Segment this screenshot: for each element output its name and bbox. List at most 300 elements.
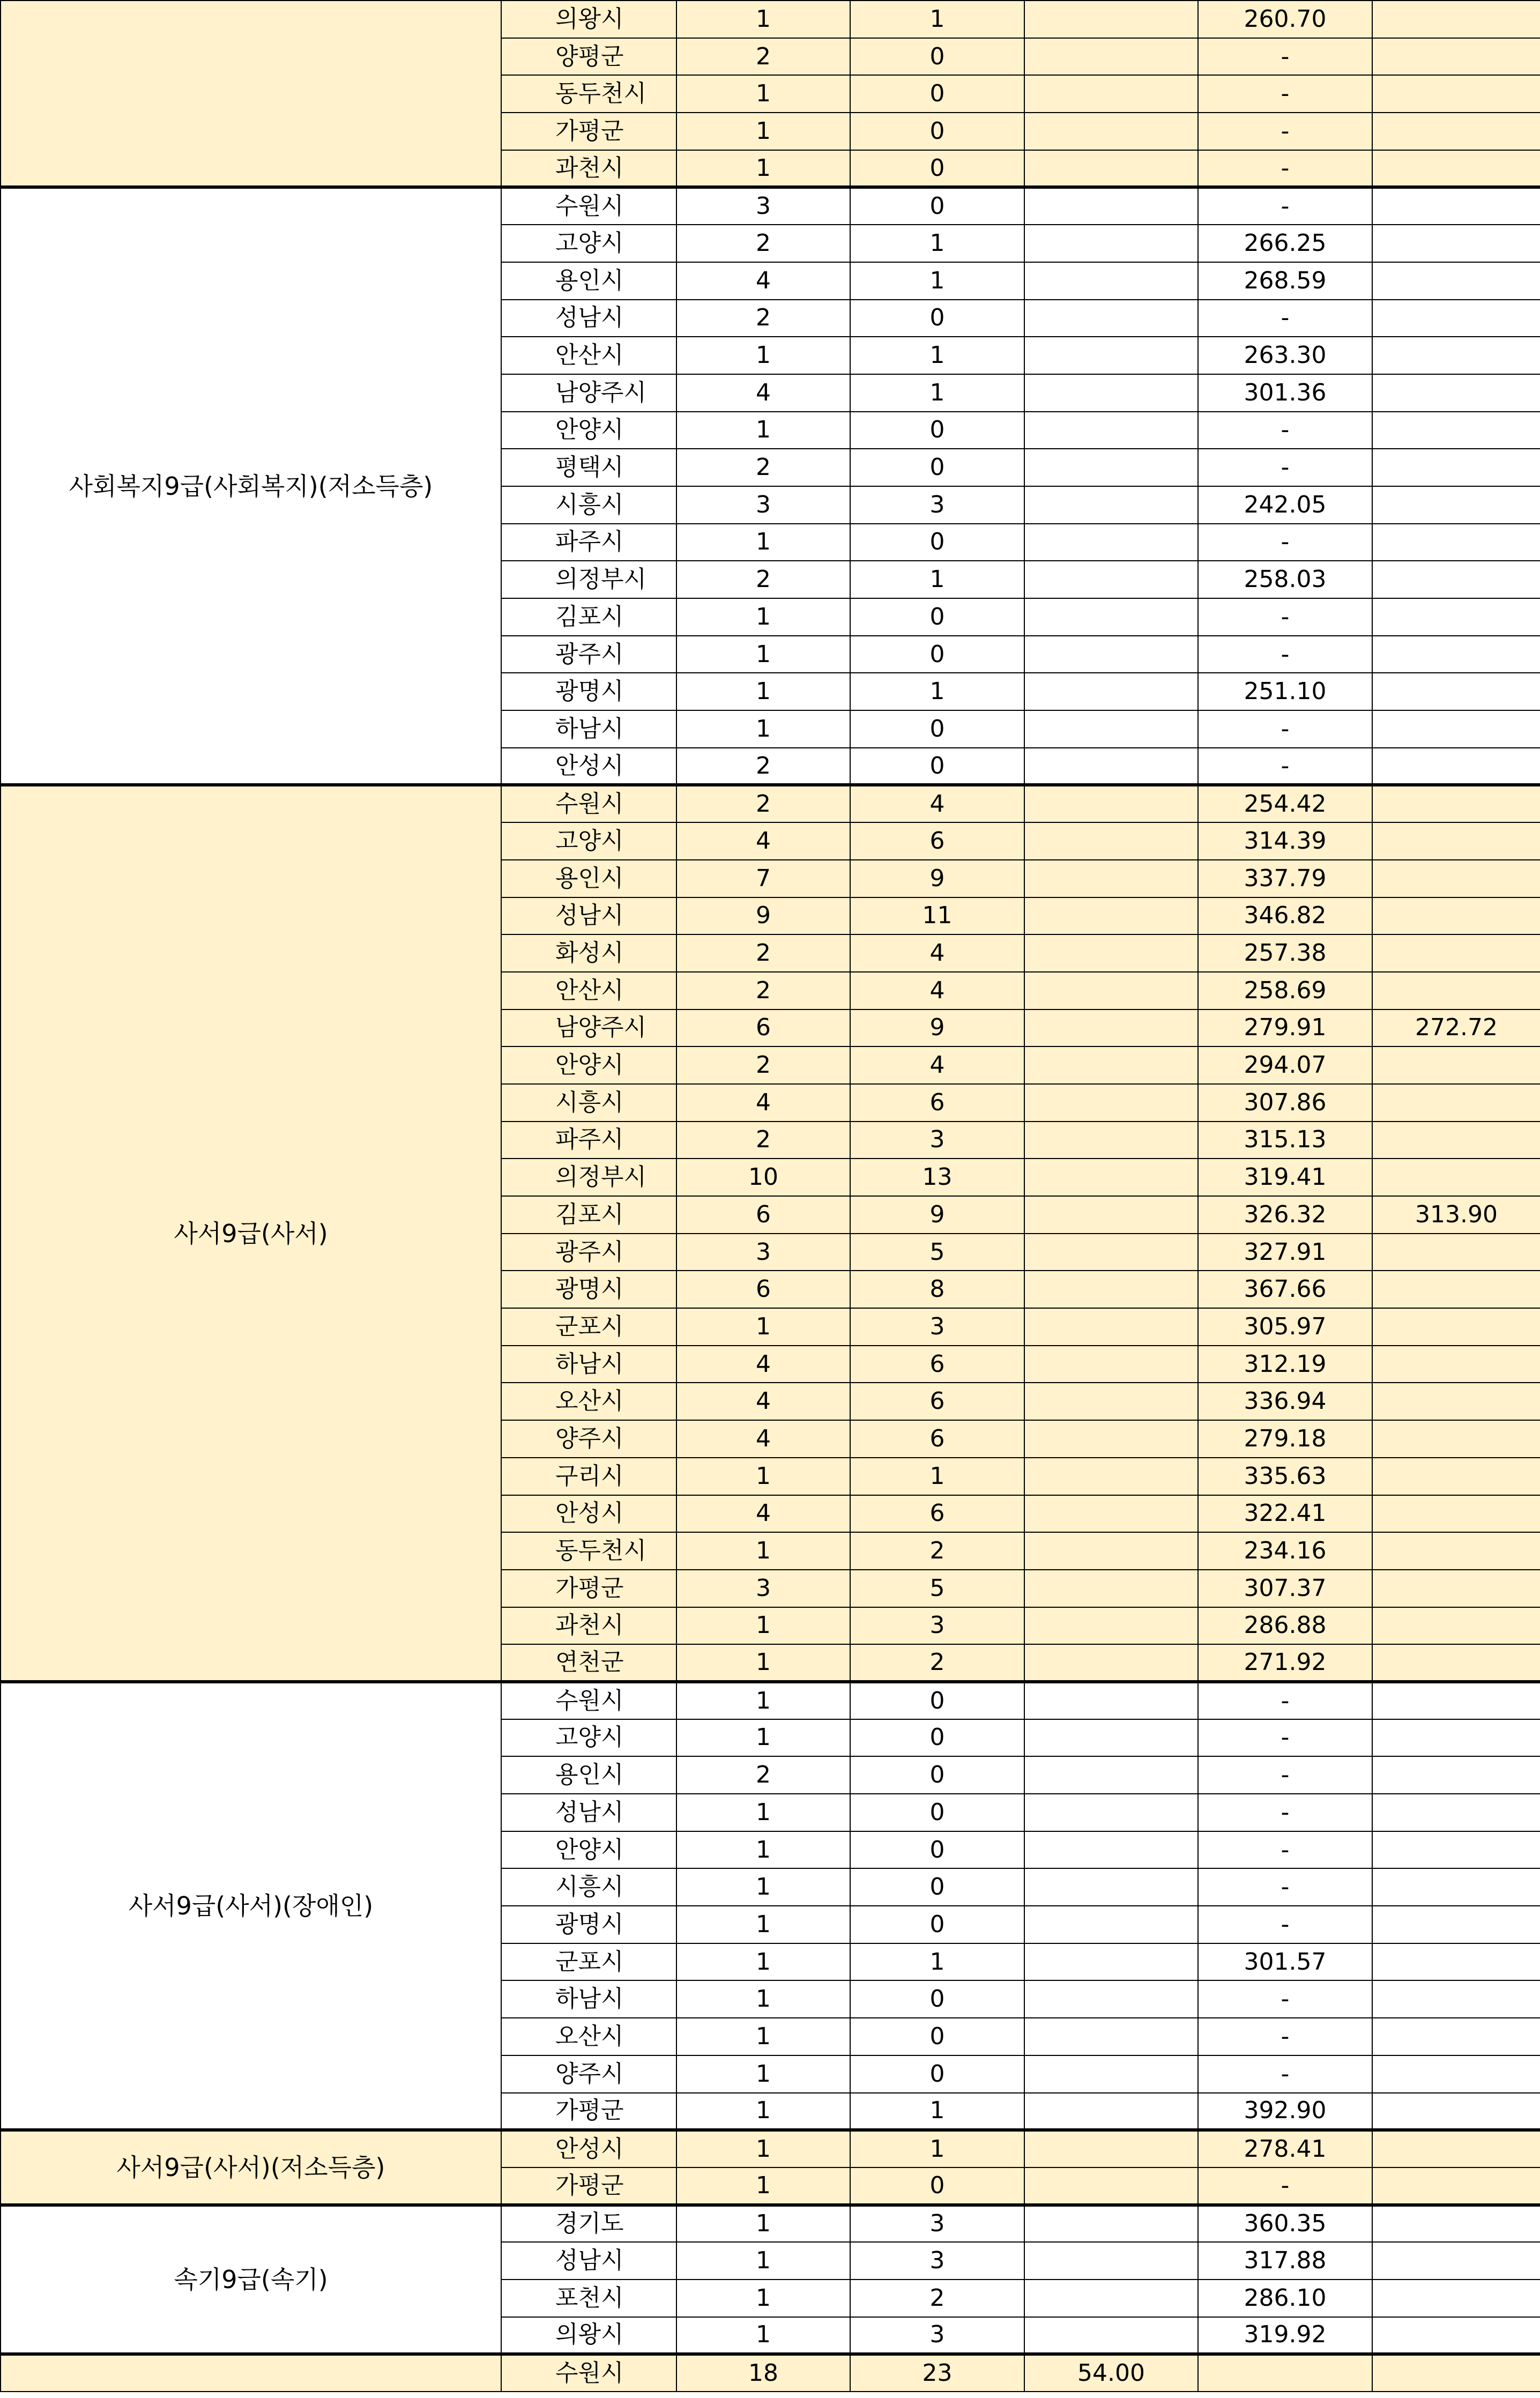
col-c-cell [1024, 1570, 1198, 1607]
cutoff-score-cell: 278.41 [1198, 2130, 1372, 2167]
region-cell: 수원시 [501, 2354, 676, 2392]
region-cell: 화성시 [501, 934, 676, 972]
col-c-cell [1024, 1794, 1198, 1831]
passed-cell: 6 [850, 1346, 1024, 1383]
quota-cell: 1 [676, 2205, 850, 2243]
quota-cell: 1 [676, 598, 850, 636]
col-c-cell [1024, 2167, 1198, 2205]
col-c-cell [1024, 2130, 1198, 2167]
region-cell: 동두천시 [501, 1532, 676, 1570]
col-c-cell [1024, 1532, 1198, 1570]
passed-cell: 9 [850, 1009, 1024, 1047]
quota-cell: 1 [676, 1719, 850, 1757]
quota-cell: 2 [676, 1756, 850, 1794]
quota-cell: 1 [676, 75, 850, 113]
quota-cell: 4 [676, 822, 850, 860]
quota-cell: 2 [676, 1046, 850, 1084]
cutoff-score-cell: 266.25 [1198, 225, 1372, 262]
cutoff-score-cell: 360.35 [1198, 2205, 1372, 2243]
quota-cell: 10 [676, 1159, 850, 1196]
cutoff-score-cell: 254.42 [1198, 785, 1372, 822]
table-body [1, 1, 1540, 2392]
cutoff-score-cell: - [1198, 524, 1372, 561]
col-e-cell [1372, 1794, 1540, 1831]
col-e-cell [1372, 412, 1540, 449]
passed-cell: 0 [850, 1868, 1024, 1906]
cutoff-score-cell: 319.41 [1198, 1159, 1372, 1196]
col-c-cell [1024, 934, 1198, 972]
region-cell: 시흥시 [501, 1084, 676, 1122]
cutoff-score-cell: - [1198, 1980, 1372, 2018]
passed-cell: 3 [850, 1122, 1024, 1159]
cutoff-score-cell: - [1198, 2018, 1372, 2055]
table-row [1, 187, 1540, 225]
col-e-cell [1372, 1159, 1540, 1196]
passed-cell: 0 [850, 1794, 1024, 1831]
region-cell: 안산시 [501, 337, 676, 374]
region-cell: 성남시 [501, 1794, 676, 1831]
quota-cell: 2 [676, 1122, 850, 1159]
passed-cell: 1 [850, 2130, 1024, 2167]
cutoff-score-cell: 257.38 [1198, 934, 1372, 972]
region-cell: 김포시 [501, 1196, 676, 1234]
region-cell: 포천시 [501, 2280, 676, 2317]
col-c-cell [1024, 1458, 1198, 1495]
col-e-cell [1372, 75, 1540, 113]
quota-cell: 3 [676, 1570, 850, 1607]
col-e-cell [1372, 934, 1540, 972]
region-cell: 양주시 [501, 2055, 676, 2093]
quota-cell: 1 [676, 2317, 850, 2355]
position-group-cell [1, 2354, 501, 2392]
cutoff-score-cell: - [1198, 748, 1372, 785]
col-c-cell [1024, 598, 1198, 636]
region-cell: 가평군 [501, 113, 676, 150]
col-e-cell [1372, 1308, 1540, 1346]
col-c-cell [1024, 1868, 1198, 1906]
cutoff-score-cell: 263.30 [1198, 337, 1372, 374]
col-c-cell [1024, 2093, 1198, 2130]
cutoff-score-cell: 307.86 [1198, 1084, 1372, 1122]
quota-cell: 1 [676, 710, 850, 748]
quota-cell: 1 [676, 2055, 850, 2093]
col-c-cell [1024, 1644, 1198, 1682]
passed-cell: 0 [850, 113, 1024, 150]
col-e-cell [1372, 1980, 1540, 2018]
cutoff-score-cell: 336.94 [1198, 1383, 1372, 1420]
region-cell: 양평군 [501, 38, 676, 76]
col-e-cell [1372, 1756, 1540, 1794]
passed-cell: 0 [850, 1682, 1024, 1719]
col-c-cell [1024, 710, 1198, 748]
cutoff-score-cell: - [1198, 636, 1372, 673]
passed-cell: 3 [850, 2205, 1024, 2243]
passed-cell: 4 [850, 1046, 1024, 1084]
col-c-cell [1024, 113, 1198, 150]
cutoff-score-cell: - [1198, 75, 1372, 113]
quota-cell: 1 [676, 412, 850, 449]
cutoff-score-cell: - [1198, 1682, 1372, 1719]
passed-cell: 1 [850, 225, 1024, 262]
quota-cell: 1 [676, 113, 850, 150]
cutoff-score-cell: 258.03 [1198, 561, 1372, 598]
col-c-cell [1024, 1, 1198, 38]
cutoff-score-cell: - [1198, 187, 1372, 225]
passed-cell: 1 [850, 673, 1024, 710]
cutoff-score-cell: 322.41 [1198, 1495, 1372, 1533]
region-cell: 광주시 [501, 1234, 676, 1271]
col-c-cell [1024, 1308, 1198, 1346]
region-cell: 수원시 [501, 785, 676, 822]
col-e-cell [1372, 225, 1540, 262]
quota-cell: 4 [676, 1383, 850, 1420]
col-c-cell [1024, 1943, 1198, 1981]
quota-cell: 1 [676, 1607, 850, 1645]
quota-cell: 1 [676, 1308, 850, 1346]
col-e-cell [1372, 187, 1540, 225]
passed-cell: 1 [850, 262, 1024, 300]
col-e-cell [1372, 1383, 1540, 1420]
passed-cell: 0 [850, 75, 1024, 113]
cutoff-score-cell: 307.37 [1198, 1570, 1372, 1607]
passed-cell: 1 [850, 1458, 1024, 1495]
col-e-cell [1372, 2280, 1540, 2317]
col-c-cell [1024, 1607, 1198, 1645]
col-e-cell [1372, 598, 1540, 636]
col-e-cell: 272.72 [1372, 1009, 1540, 1047]
col-c-cell [1024, 1346, 1198, 1383]
passed-cell: 1 [850, 1, 1024, 38]
col-c-cell [1024, 2055, 1198, 2093]
region-cell: 용인시 [501, 262, 676, 300]
col-c-cell [1024, 337, 1198, 374]
quota-cell: 1 [676, 673, 850, 710]
col-e-cell [1372, 1084, 1540, 1122]
passed-cell: 6 [850, 1495, 1024, 1533]
quota-cell: 4 [676, 262, 850, 300]
col-e-cell [1372, 150, 1540, 188]
table-row [1, 2130, 1540, 2167]
cutoff-score-cell: - [1198, 113, 1372, 150]
region-cell: 가평군 [501, 2167, 676, 2205]
passed-cell: 1 [850, 561, 1024, 598]
region-cell: 시흥시 [501, 486, 676, 524]
col-c-cell [1024, 860, 1198, 897]
region-cell: 안양시 [501, 412, 676, 449]
quota-cell: 1 [676, 1980, 850, 2018]
col-e-cell [1372, 2167, 1540, 2205]
col-e-cell [1372, 2242, 1540, 2280]
col-c-cell [1024, 2317, 1198, 2355]
col-c-cell [1024, 1756, 1198, 1794]
region-cell: 구리시 [501, 1458, 676, 1495]
passed-cell: 0 [850, 1831, 1024, 1869]
passed-cell: 1 [850, 1943, 1024, 1981]
cutoff-score-cell: 234.16 [1198, 1532, 1372, 1570]
col-c-cell [1024, 1234, 1198, 1271]
col-e-cell [1372, 262, 1540, 300]
table-row [1, 1682, 1540, 1719]
col-c-cell [1024, 524, 1198, 561]
region-cell: 양주시 [501, 1420, 676, 1458]
cutoff-score-cell: 279.91 [1198, 1009, 1372, 1047]
quota-cell: 1 [676, 1644, 850, 1682]
col-c-cell [1024, 2280, 1198, 2317]
col-e-cell [1372, 1458, 1540, 1495]
region-cell: 시흥시 [501, 1868, 676, 1906]
region-cell: 파주시 [501, 524, 676, 561]
cutoff-score-cell: - [1198, 300, 1372, 337]
col-c-cell [1024, 150, 1198, 188]
position-group-cell: 사회복지9급(사회복지)(저소득층) [1, 187, 501, 785]
col-c-cell [1024, 1831, 1198, 1869]
cutoff-score-cell: 392.90 [1198, 2093, 1372, 2130]
col-c-cell [1024, 1046, 1198, 1084]
passed-cell: 0 [850, 449, 1024, 486]
region-cell: 안산시 [501, 972, 676, 1009]
region-cell: 안성시 [501, 748, 676, 785]
region-cell: 성남시 [501, 2242, 676, 2280]
col-c-cell [1024, 897, 1198, 935]
quota-cell: 9 [676, 897, 850, 935]
col-e-cell [1372, 748, 1540, 785]
quota-cell: 2 [676, 748, 850, 785]
region-cell: 의왕시 [501, 1, 676, 38]
cutoff-score-cell: 319.92 [1198, 2317, 1372, 2355]
col-c-cell [1024, 449, 1198, 486]
quota-cell: 2 [676, 225, 850, 262]
col-e-cell [1372, 1607, 1540, 1645]
table-row [1, 2205, 1540, 2243]
region-cell: 의정부시 [501, 1159, 676, 1196]
passed-cell: 0 [850, 2167, 1024, 2205]
cutoff-score-cell: - [1198, 412, 1372, 449]
col-c-cell [1024, 1682, 1198, 1719]
cutoff-score-cell: - [1198, 38, 1372, 76]
region-cell: 경기도 [501, 2205, 676, 2243]
col-e-cell [1372, 1122, 1540, 1159]
passed-cell: 0 [850, 524, 1024, 561]
col-e-cell [1372, 2093, 1540, 2130]
passed-cell: 2 [850, 1532, 1024, 1570]
col-e-cell [1372, 1046, 1540, 1084]
quota-cell: 1 [676, 1794, 850, 1831]
table-row [1, 1, 1540, 38]
passed-cell: 2 [850, 2280, 1024, 2317]
region-cell: 수원시 [501, 1682, 676, 1719]
passed-cell: 4 [850, 785, 1024, 822]
quota-cell: 6 [676, 1009, 850, 1047]
cutoff-score-cell: 301.36 [1198, 374, 1372, 412]
passed-cell: 3 [850, 486, 1024, 524]
col-e-cell [1372, 1, 1540, 38]
quota-cell: 1 [676, 337, 850, 374]
col-c-cell [1024, 972, 1198, 1009]
col-e-cell [1372, 2130, 1540, 2167]
passed-cell: 0 [850, 2018, 1024, 2055]
col-c-cell [1024, 1495, 1198, 1533]
quota-cell: 1 [676, 1682, 850, 1719]
col-e-cell [1372, 1420, 1540, 1458]
col-e-cell [1372, 300, 1540, 337]
col-e-cell [1372, 1271, 1540, 1308]
region-cell: 의왕시 [501, 2317, 676, 2355]
region-cell: 파주시 [501, 1122, 676, 1159]
col-c-cell [1024, 262, 1198, 300]
quota-cell: 1 [676, 1532, 850, 1570]
passed-cell: 8 [850, 1271, 1024, 1308]
quota-cell: 1 [676, 1868, 850, 1906]
cutoff-score-cell: 327.91 [1198, 1234, 1372, 1271]
region-cell: 김포시 [501, 598, 676, 636]
region-cell: 안양시 [501, 1046, 676, 1084]
region-cell: 가평군 [501, 2093, 676, 2130]
col-e-cell [1372, 2018, 1540, 2055]
cutoff-score-cell: - [1198, 449, 1372, 486]
table-row [1, 785, 1540, 822]
region-cell: 남양주시 [501, 1009, 676, 1047]
col-e-cell [1372, 1234, 1540, 1271]
cutoff-score-cell: 294.07 [1198, 1046, 1372, 1084]
region-cell: 군포시 [501, 1308, 676, 1346]
cutoff-score-cell: - [1198, 1906, 1372, 1943]
cutoff-score-cell: 251.10 [1198, 673, 1372, 710]
position-group-cell: 사서9급(사서)(저소득층) [1, 2130, 501, 2204]
col-e-cell [1372, 2354, 1540, 2392]
region-cell: 고양시 [501, 1719, 676, 1757]
col-e-cell [1372, 2205, 1540, 2243]
passed-cell: 0 [850, 1980, 1024, 2018]
region-cell: 성남시 [501, 897, 676, 935]
passed-cell: 6 [850, 1383, 1024, 1420]
quota-cell: 1 [676, 2167, 850, 2205]
passed-cell: 1 [850, 2093, 1024, 2130]
quota-cell: 6 [676, 1196, 850, 1234]
cutoff-score-cell: 279.18 [1198, 1420, 1372, 1458]
col-e-cell [1372, 897, 1540, 935]
passed-cell: 5 [850, 1234, 1024, 1271]
col-c-cell [1024, 2242, 1198, 2280]
cutoff-score-cell: 268.59 [1198, 262, 1372, 300]
cutoff-score-cell: - [1198, 150, 1372, 188]
region-cell: 남양주시 [501, 374, 676, 412]
region-cell: 오산시 [501, 1383, 676, 1420]
col-e-cell [1372, 1868, 1540, 1906]
col-c-cell [1024, 38, 1198, 76]
position-group-cell: 사서9급(사서)(장애인) [1, 1682, 501, 2130]
region-cell: 광명시 [501, 1271, 676, 1308]
cutoff-score-cell: - [1198, 1756, 1372, 1794]
col-e-cell [1372, 1532, 1540, 1570]
region-cell: 안성시 [501, 2130, 676, 2167]
col-c-cell [1024, 300, 1198, 337]
col-e-cell [1372, 38, 1540, 76]
passed-cell: 11 [850, 897, 1024, 935]
col-e-cell [1372, 785, 1540, 822]
quota-cell: 18 [676, 2354, 850, 2392]
quota-cell: 2 [676, 449, 850, 486]
quota-cell: 3 [676, 187, 850, 225]
region-cell: 평택시 [501, 449, 676, 486]
col-c-cell [1024, 822, 1198, 860]
cutoff-score-cell: - [1198, 710, 1372, 748]
passed-cell: 0 [850, 1906, 1024, 1943]
quota-cell: 1 [676, 1906, 850, 1943]
quota-cell: 1 [676, 2242, 850, 2280]
region-cell: 의정부시 [501, 561, 676, 598]
cutoff-score-cell: 301.57 [1198, 1943, 1372, 1981]
position-group-cell: 사서9급(사서) [1, 785, 501, 1682]
col-e-cell [1372, 636, 1540, 673]
passed-cell: 0 [850, 1756, 1024, 1794]
cutoff-score-cell: 335.63 [1198, 1458, 1372, 1495]
quota-cell: 2 [676, 934, 850, 972]
cutoff-score-cell: - [1198, 1868, 1372, 1906]
col-e-cell [1372, 673, 1540, 710]
col-e-cell [1372, 2055, 1540, 2093]
region-cell: 하남시 [501, 1980, 676, 2018]
region-cell: 군포시 [501, 1943, 676, 1981]
passed-cell: 2 [850, 1644, 1024, 1682]
passed-cell: 0 [850, 150, 1024, 188]
cutoff-score-cell: 317.88 [1198, 2242, 1372, 2280]
passed-cell: 6 [850, 1084, 1024, 1122]
col-e-cell [1372, 1644, 1540, 1682]
passed-cell: 9 [850, 1196, 1024, 1234]
col-c-cell [1024, 1906, 1198, 1943]
col-c-cell [1024, 75, 1198, 113]
col-e-cell [1372, 1682, 1540, 1719]
col-c-cell [1024, 1980, 1198, 2018]
col-c-cell [1024, 636, 1198, 673]
position-group-cell [1, 1, 501, 187]
passed-cell: 6 [850, 1420, 1024, 1458]
cutoff-score-cell: - [1198, 2055, 1372, 2093]
quota-cell: 3 [676, 486, 850, 524]
passed-cell: 0 [850, 748, 1024, 785]
col-c-cell: 54.00 [1024, 2354, 1198, 2392]
col-c-cell [1024, 1383, 1198, 1420]
quota-cell: 1 [676, 1, 850, 38]
col-c-cell [1024, 2205, 1198, 2243]
quota-cell: 1 [676, 1831, 850, 1869]
passed-cell: 0 [850, 412, 1024, 449]
region-cell: 수원시 [501, 187, 676, 225]
passed-cell: 4 [850, 934, 1024, 972]
cutoff-score-cell: 258.69 [1198, 972, 1372, 1009]
col-c-cell [1024, 1271, 1198, 1308]
col-e-cell [1372, 1719, 1540, 1757]
quota-cell: 7 [676, 860, 850, 897]
col-e-cell [1372, 486, 1540, 524]
col-c-cell [1024, 2018, 1198, 2055]
col-c-cell [1024, 1122, 1198, 1159]
passed-cell: 1 [850, 337, 1024, 374]
quota-cell: 1 [676, 2018, 850, 2055]
passed-cell: 0 [850, 2055, 1024, 2093]
cutoff-score-cell: - [1198, 1719, 1372, 1757]
quota-cell: 1 [676, 1943, 850, 1981]
passed-cell: 1 [850, 374, 1024, 412]
region-cell: 고양시 [501, 225, 676, 262]
passed-cell: 0 [850, 38, 1024, 76]
region-cell: 하남시 [501, 1346, 676, 1383]
col-e-cell [1372, 1346, 1540, 1383]
region-cell: 용인시 [501, 1756, 676, 1794]
passed-cell: 5 [850, 1570, 1024, 1607]
col-e-cell [1372, 1943, 1540, 1981]
quota-cell: 1 [676, 524, 850, 561]
